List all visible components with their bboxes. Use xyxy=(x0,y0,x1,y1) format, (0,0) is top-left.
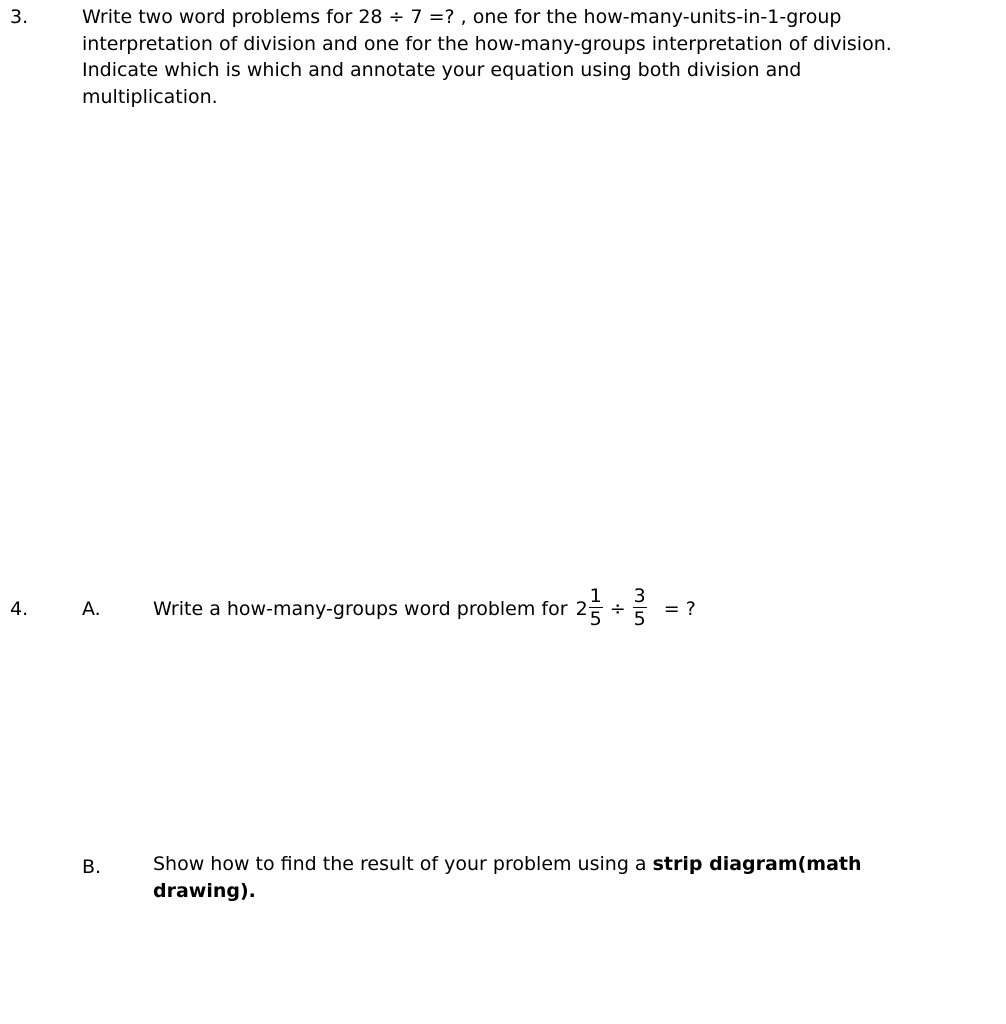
part-a-label: A. xyxy=(82,598,101,620)
fraction-one-fifth xyxy=(588,585,604,630)
question-4-number: 4. xyxy=(10,598,29,620)
question-3-line-4: multiplication. xyxy=(82,85,218,108)
part-b-bold-text-1: strip diagram(math xyxy=(652,853,862,875)
part-a-text xyxy=(153,578,696,640)
part-b-line-1 xyxy=(153,851,862,878)
equals-question: = ? xyxy=(663,597,696,620)
part-b-label: B. xyxy=(82,856,102,878)
question-3-line-2: interpretation of division and one for the how-many-groups interpretation of division. xyxy=(82,32,892,55)
mixed-number-whole: 2 xyxy=(575,597,588,620)
part-b-text xyxy=(153,851,862,904)
question-3-text xyxy=(82,4,962,110)
fraction-three-fifths xyxy=(632,585,648,630)
fraction-2-denominator: 5 xyxy=(633,607,646,630)
part-b-bold-text-2: drawing). xyxy=(153,879,256,902)
question-3-line-1: Write two word problems for 28 ÷ 7 =? , one for the how-many-units-in-1-group xyxy=(82,6,842,28)
part-a-prompt: Write a how-many-groups word problem for xyxy=(153,597,568,620)
fraction-2-numerator: 3 xyxy=(633,584,646,607)
fraction-1-denominator: 5 xyxy=(589,607,602,630)
question-3-line-3: Indicate which is which and annotate your equation using both division and xyxy=(82,59,802,81)
part-b-plain-text: Show how to find the result of your problem using a xyxy=(153,853,653,875)
question-3-number: 3. xyxy=(10,6,29,28)
division-operator: ÷ xyxy=(609,597,626,620)
fraction-1-numerator: 1 xyxy=(589,584,602,607)
